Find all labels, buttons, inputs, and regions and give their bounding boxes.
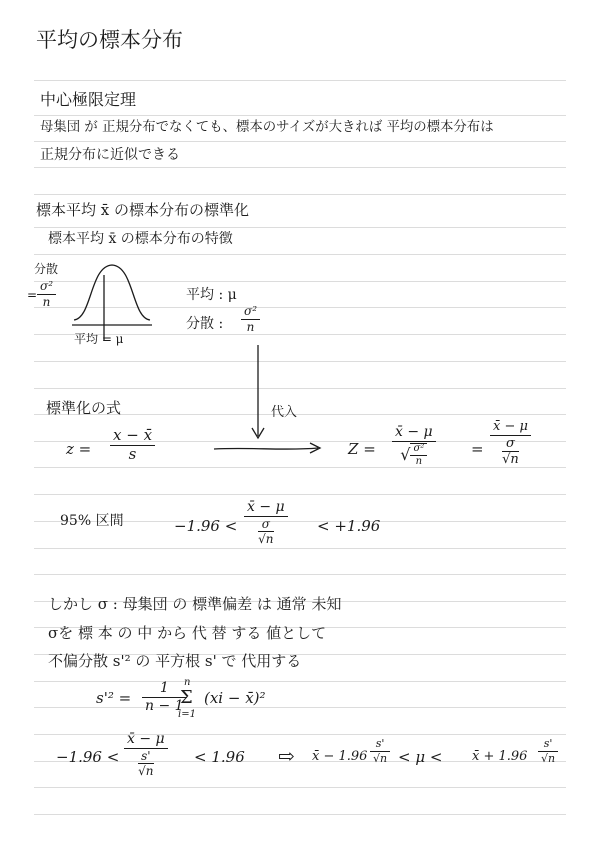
implies-arrow-icon: ⇨ xyxy=(278,744,295,768)
interval-upper-bound: < +1.96 xyxy=(317,517,381,535)
final-fraction xyxy=(124,732,168,778)
z-formula-fraction xyxy=(110,428,155,463)
final-denominator xyxy=(135,750,156,778)
ci-right-fraction xyxy=(538,738,558,764)
ci-right-denominator: √n xyxy=(541,751,556,765)
final-inner-numerator: s' xyxy=(141,748,151,763)
z-formula-denominator: s xyxy=(128,444,137,463)
interval-denominator xyxy=(255,518,276,546)
z2-inner-fraction xyxy=(410,443,427,468)
z2-formula-fraction xyxy=(392,425,436,468)
fraction-bar xyxy=(392,441,436,442)
substitute-label: 代入 xyxy=(271,405,298,420)
substitute-arrow-shaft-horizontal xyxy=(214,448,318,449)
unknown-sigma-line-1: しかし σ : 母集団 の 標準偏差 は 通常 未知 xyxy=(48,595,342,613)
ci-middle: < μ < xyxy=(398,748,443,766)
z-formula-lhs: z = xyxy=(66,440,92,458)
clt-line-2: 正規分布に近似できる xyxy=(40,147,180,163)
z3-formula-denominator xyxy=(499,437,522,467)
sum-lower-limit: i=1 xyxy=(178,709,196,720)
unknown-sigma-line-3: 不偏分散 s'² の 平方根 s' で 代用する xyxy=(48,652,302,670)
z3-formula-numerator: x̄ − μ xyxy=(493,419,528,434)
ci-right-numerator: s' xyxy=(543,737,553,750)
z2-inner-numerator: σ² xyxy=(413,442,425,454)
property-mean: 平均 : μ xyxy=(186,287,237,303)
interval-lower-bound: −1.96 < xyxy=(174,517,238,535)
interval-fraction xyxy=(244,500,288,546)
interval-numerator: x̄ − μ xyxy=(247,499,285,515)
z2-formula-denominator xyxy=(397,443,430,468)
z2-inner-denominator: n xyxy=(415,456,423,468)
diagram-variance-fraction xyxy=(37,280,56,308)
sum-term: (xi − x̄)² xyxy=(204,689,266,707)
summation-icon: Σ xyxy=(180,687,193,708)
z2-formula-numerator: x̄ − μ xyxy=(395,424,433,440)
unknown-sigma-line-2: σを 標 本 の 中 から 代 替 する 値として xyxy=(48,624,327,642)
diagram-mean-label: 平均 = μ xyxy=(74,332,124,346)
ci-right-term: x̄ + 1.96 xyxy=(472,749,528,764)
clt-heading: 中心極限定理 xyxy=(40,90,137,109)
final-inner-denominator: √n xyxy=(138,764,154,779)
ci-left-term: x̄ − 1.96 xyxy=(312,749,368,764)
standardization-subheading: 標本平均 x̄ の標本分布の特徴 xyxy=(48,231,233,247)
final-lower-bound: −1.96 < xyxy=(56,748,120,766)
property-variance-denominator: n xyxy=(246,319,255,334)
interval-label: 95% 区間 xyxy=(60,513,124,529)
diagram-variance-denominator: n xyxy=(42,294,51,309)
standardization-heading: 標本平均 x̄ の標本分布の標準化 xyxy=(36,201,249,219)
ci-left-numerator: s' xyxy=(375,737,385,750)
z3-inner-numerator: σ xyxy=(506,435,515,451)
sample-variance-lhs: s'² = xyxy=(96,689,132,707)
diagram-variance-numerator: σ² xyxy=(40,279,54,293)
property-variance-numerator: σ² xyxy=(244,304,258,318)
clt-line-1: 母集団 が 正規分布でなくても、標本のサイズが大きれば 平均の標本分布は xyxy=(40,120,494,135)
diagram-variance-equals: = xyxy=(27,288,38,302)
z3-equals: = xyxy=(471,440,484,458)
z-formula-numerator: x − x̄ xyxy=(113,426,153,444)
diagram-variance-label: 分散 xyxy=(34,262,59,276)
interval-inner-denominator: √n xyxy=(258,532,274,547)
coefficient-numerator: 1 xyxy=(159,680,169,696)
z3-formula-fraction xyxy=(490,420,531,467)
ci-left-denominator: √n xyxy=(373,751,388,765)
coefficient-denominator: n − 1 xyxy=(145,697,184,714)
square-root-icon: √ xyxy=(400,444,411,464)
property-variance-fraction xyxy=(241,305,260,333)
interval-inner-numerator: σ xyxy=(261,516,270,531)
page-title: 平均の標本分布 xyxy=(36,28,183,52)
final-numerator: x̄ − μ xyxy=(127,731,165,747)
sum-upper-limit: n xyxy=(184,677,191,688)
formula-heading: 標準化の式 xyxy=(46,399,122,417)
property-variance-label: 分散 : xyxy=(186,316,224,332)
z3-inner-denominator: √n xyxy=(502,452,519,468)
bell-curve xyxy=(74,265,150,320)
z2-formula-lhs: Z = xyxy=(348,440,376,458)
ci-left-fraction xyxy=(370,738,390,764)
final-upper-bound: < 1.96 xyxy=(194,748,245,766)
